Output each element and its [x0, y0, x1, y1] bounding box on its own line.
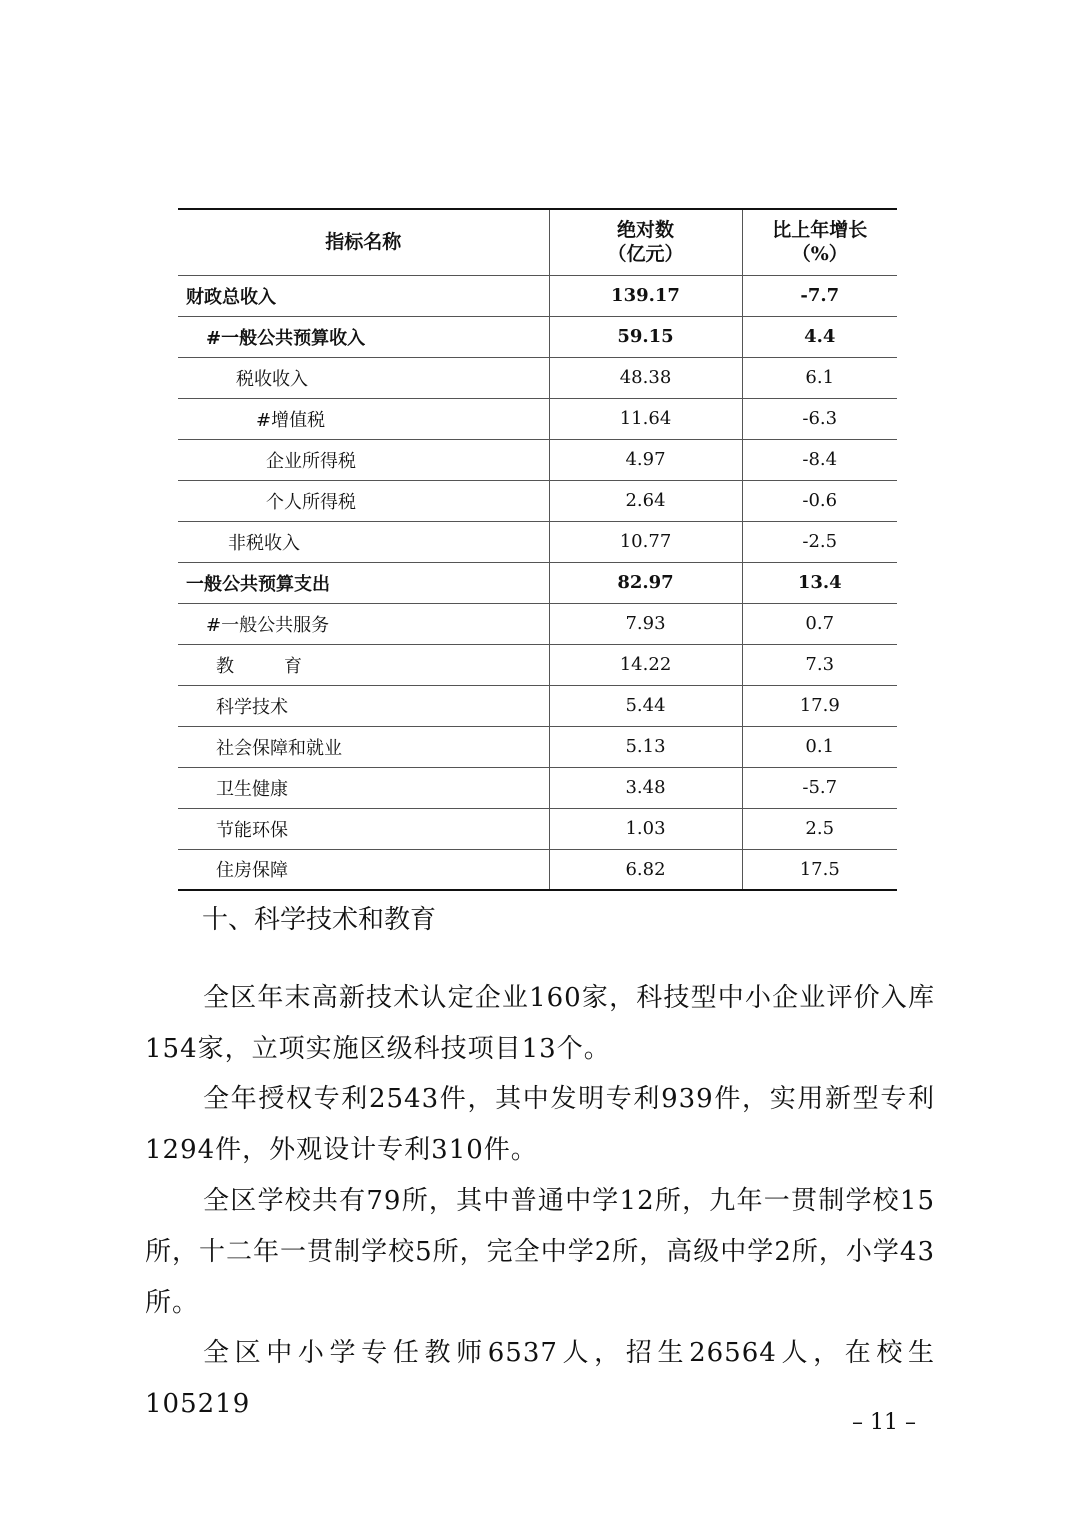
row-growth: 7.3	[742, 644, 897, 685]
table-row	[178, 439, 897, 480]
fiscal-table	[178, 208, 897, 891]
header-growth	[742, 209, 897, 275]
row-growth: 6.1	[742, 357, 897, 398]
paragraph-patents: 全年授权专利2543件，其中发明专利939件，实用新型专利1294件，外观设计专利310件。	[145, 1084, 935, 1165]
page-number: – 11 –	[852, 1410, 916, 1435]
row-name: 一般公共预算支出	[178, 562, 549, 603]
table-row	[178, 562, 897, 603]
table-row	[178, 767, 897, 808]
row-value: 6.82	[549, 849, 742, 890]
row-growth: 0.1	[742, 726, 897, 767]
row-value: 14.22	[549, 644, 742, 685]
table-row	[178, 644, 897, 685]
header-value-line1: 绝对数	[616, 219, 674, 242]
row-growth: -6.3	[742, 398, 897, 439]
row-growth: 4.4	[742, 316, 897, 357]
table-row	[178, 685, 897, 726]
row-value: 2.64	[549, 480, 742, 521]
row-growth: 2.5	[742, 808, 897, 849]
section-title: 十、科学技术和教育	[202, 905, 437, 935]
row-name: 非税收入	[178, 521, 549, 562]
table-row	[178, 480, 897, 521]
row-name: 节能环保	[178, 808, 549, 849]
row-growth: 0.7	[742, 603, 897, 644]
row-value: 82.97	[549, 562, 742, 603]
row-value: 59.15	[549, 316, 742, 357]
row-growth: -7.7	[742, 275, 897, 316]
row-value: 4.97	[549, 439, 742, 480]
row-name: 住房保障	[178, 849, 549, 890]
row-growth: 17.5	[742, 849, 897, 890]
header-absolute-value	[549, 209, 742, 275]
paragraph-tech-enterprises: 全区年末高新技术认定企业160家，科技型中小企业评价入库154家，立项实施区级科技项目13个。	[145, 983, 935, 1064]
row-name-part-a: 教	[216, 655, 234, 677]
table-row	[178, 275, 897, 316]
table-row	[178, 521, 897, 562]
header-growth-line1: 比上年增长	[772, 219, 868, 242]
table-row	[178, 603, 897, 644]
row-growth: 17.9	[742, 685, 897, 726]
paragraph-teachers: 全区中小学专任教师6537人，招生26564人，在校生105219	[145, 1338, 935, 1419]
row-name: 企业所得税	[178, 439, 549, 480]
row-name: 社会保障和就业	[178, 726, 549, 767]
row-name: 税收收入	[178, 357, 549, 398]
paragraph-schools: 全区学校共有79所，其中普通中学12所，九年一贯制学校15所，十二年一贯制学校5所，完全中学2所，高级中学2所，小学43所。	[145, 1186, 935, 1318]
row-value: 10.77	[549, 521, 742, 562]
row-value: 3.48	[549, 767, 742, 808]
row-growth: -8.4	[742, 439, 897, 480]
row-name: #增值税	[178, 398, 549, 439]
table-row	[178, 849, 897, 890]
header-value-line2: （亿元）	[607, 243, 684, 266]
row-growth: 13.4	[742, 562, 897, 603]
table-row	[178, 808, 897, 849]
row-value: 11.64	[549, 398, 742, 439]
row-value: 5.44	[549, 685, 742, 726]
row-growth: -5.7	[742, 767, 897, 808]
row-name: 财政总收入	[178, 275, 549, 316]
header-growth-line2: （%）	[791, 243, 848, 266]
row-name: 科学技术	[178, 685, 549, 726]
table-row	[178, 316, 897, 357]
row-value: 1.03	[549, 808, 742, 849]
row-value: 7.93	[549, 603, 742, 644]
row-name: 卫生健康	[178, 767, 549, 808]
row-name-part-b: 育	[284, 655, 302, 677]
row-name: 个人所得税	[178, 480, 549, 521]
row-value: 5.13	[549, 726, 742, 767]
row-name: #一般公共预算收入	[178, 316, 549, 357]
row-name: #一般公共服务	[178, 603, 549, 644]
table-row	[178, 398, 897, 439]
header-indicator-name: 指标名称	[178, 209, 549, 275]
table-row	[178, 726, 897, 767]
row-value: 48.38	[549, 357, 742, 398]
table-row	[178, 357, 897, 398]
table-header-row	[178, 209, 897, 275]
row-name	[178, 644, 549, 685]
row-growth: -2.5	[742, 521, 897, 562]
row-value: 139.17	[549, 275, 742, 316]
row-growth: -0.6	[742, 480, 897, 521]
